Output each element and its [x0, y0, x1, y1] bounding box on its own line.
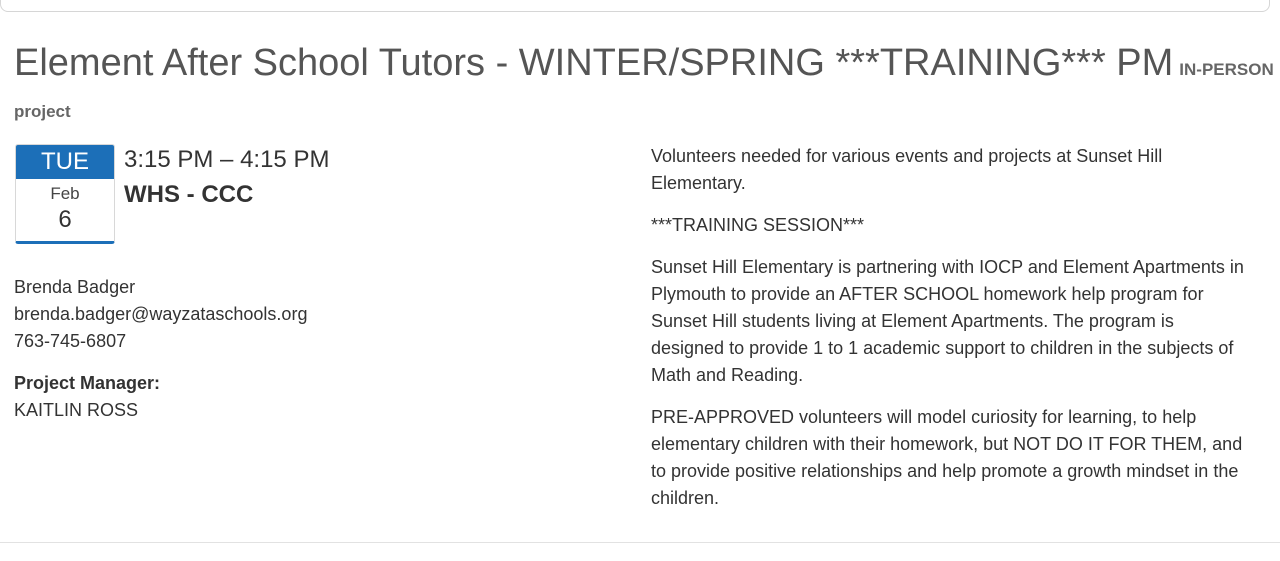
date-day: 6 [58, 206, 72, 233]
contact-name: Brenda Badger [14, 277, 136, 297]
description-paragraph: Volunteers needed for various events and projects at Sunset Hill Elementary. [651, 146, 1163, 193]
description-paragraph: ***TRAINING SESSION*** [651, 215, 865, 235]
title-row [14, 42, 1276, 85]
contact-phone: 763-745-6807 [14, 331, 127, 351]
project-manager-label: Project Manager: [14, 373, 161, 393]
description-paragraph: Sunset Hill Elementary is partnering with IOCP and Element Apartments in Plymouth to provide an AFTER SCHOOL homework help program for Sunset Hill students living at Element Apartments. The program is designed to provide 1 to 1 academic support to children in the subjects of Math and Reading. [651, 257, 1244, 385]
description-paragraph: PRE-APPROVED volunteers will model curiosity for learning, to help elementary children with their homework, but NOT DO IT FOR THEM, and to provide positive relationships and help promote a growth mindset in the children. [651, 407, 1243, 508]
time-range: 3:15 PM – 4:15 PM [124, 146, 330, 173]
description [651, 143, 1251, 527]
event-location: WHS - CCC [124, 181, 254, 208]
date-weekday: TUE [16, 145, 114, 179]
page-title: Element After School Tutors - WINTER/SPRING ***TRAINING*** PM [14, 42, 1174, 84]
opportunity-type-label: project [14, 102, 71, 121]
contact-email: brenda.badger@wayzataschools.org [14, 304, 308, 324]
project-manager-block [14, 370, 160, 424]
date-month: Feb [50, 184, 80, 203]
date-card [15, 144, 115, 244]
contact-block [14, 274, 307, 355]
previous-card-edge [0, 0, 1270, 12]
mode-badge: IN-PERSON [1179, 60, 1274, 79]
bottom-divider [0, 542, 1280, 543]
project-manager-name: KAITLIN ROSS [14, 400, 139, 420]
